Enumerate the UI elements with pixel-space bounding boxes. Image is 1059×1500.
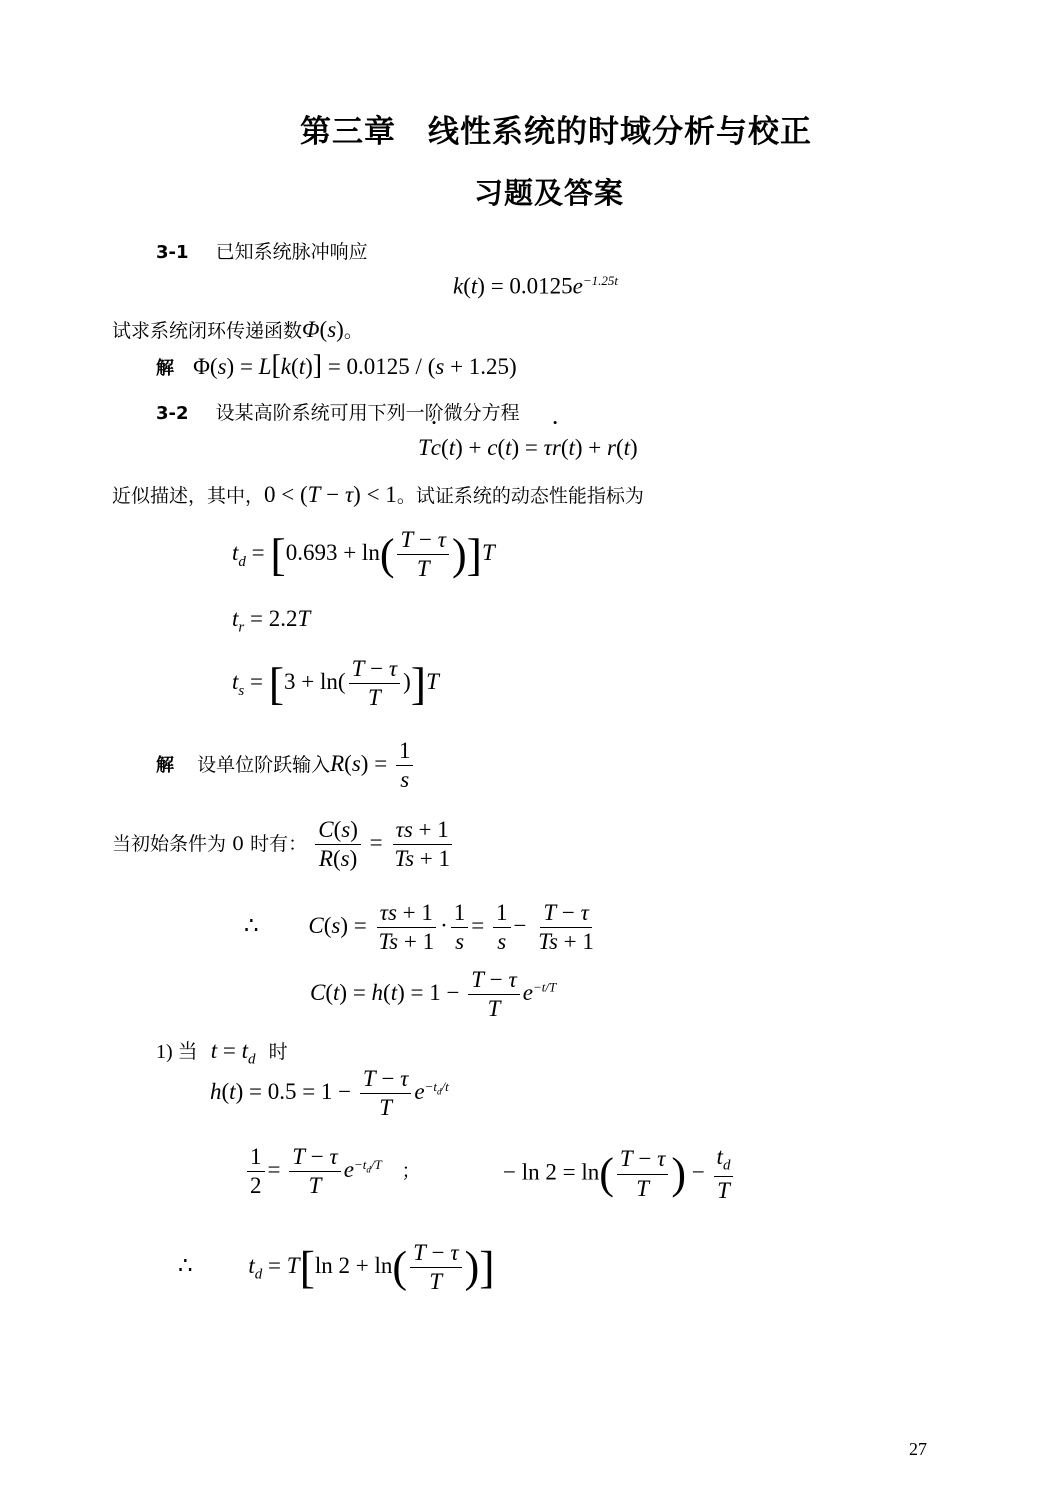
td-formula: $t_d = [0.693 + \ln$( $\frac{T - \tau}{T}$ )]T — [232, 527, 495, 582]
half-equation: $\frac{1}{2}$ = $\frac{T - \tau}{T}$ $e^{-t_d/T}$ ； — [244, 1144, 420, 1200]
solution-label: 解 — [156, 755, 174, 777]
problem-number: 3-2 — [156, 403, 189, 424]
problem-3-2-line — [156, 398, 520, 425]
solution-3-2-input: 解 设单位阶跃输入R(s) = $\frac{1}{s}$ — [156, 738, 416, 794]
section-subtitle: 习题及答案 — [474, 176, 625, 210]
ask-transfer-function: 试求系统闭环传递函数Φ(s)。 — [112, 317, 363, 342]
page-number: 27 — [909, 1439, 927, 1459]
td-result: ∴ $t_d = T[\ln$ 2 + ln( $\frac{T - \tau}{T}$ )] — [178, 1240, 495, 1295]
chapter-title: 第三章 线性系统的时域分析与校正 — [300, 114, 812, 150]
ts-formula: $t_s = [3 + \ln$( $\frac{T - \tau}{T}$ )]T — [232, 656, 439, 711]
problem-text: 已知系统脉冲响应 — [215, 241, 368, 263]
Cs-derivation: ∴ C(s) = $\frac{\tau s + 1}{Ts + 1}$ · $\frac{1}{s}$ = $\frac{1}{s}$ − $\frac{T - \tau}{Ts + 1}$ — [244, 900, 594, 955]
half-response-formula: h(t) = 0.5 = 1 − $\frac{T - \tau}{T}$ $e^{-t_d/t}$ — [210, 1066, 449, 1121]
approx-description: 近似描述，其中，0 < (T − τ) < 1。试证系统的动态性能指标为 — [112, 482, 644, 507]
problem-3-1-line — [156, 237, 368, 264]
step-response-formula: C(t) = h(t) = 1 − $\frac{T - \tau}{T}$ $e^{-t/T}$ — [310, 967, 557, 1022]
solution-3-1: 解 Φ(s) = L[k(t)] = 0.0125 / (s + 1.25) — [156, 350, 517, 381]
solution-label: 解 — [156, 358, 174, 379]
log-equation: − ln 2 = ln( $\frac{T - \tau}{T}$ ) − $\frac{t_d}{T}$ — [503, 1144, 736, 1204]
impulse-response-formula: $k(t) = 0.0125e^{-1.25t}$ — [453, 273, 619, 299]
problem-text: 设某高阶系统可用下列一阶微分方程 — [215, 402, 520, 424]
initial-condition-line: 当初始条件为 0 时有： $\frac{C(s)}{R(s)}$ = $\frac{\tau s + 1}{Ts + 1}$ — [112, 817, 451, 872]
case-1-line: 1) 当 $t = t_d$ 时 — [156, 1038, 288, 1068]
problem-number: 3-1 — [156, 242, 189, 263]
tr-formula: $t_r = 2.2T$ — [232, 606, 311, 636]
differential-equation: T• c(t) + c(t) = τ• r(t) + r(t) — [418, 435, 638, 461]
